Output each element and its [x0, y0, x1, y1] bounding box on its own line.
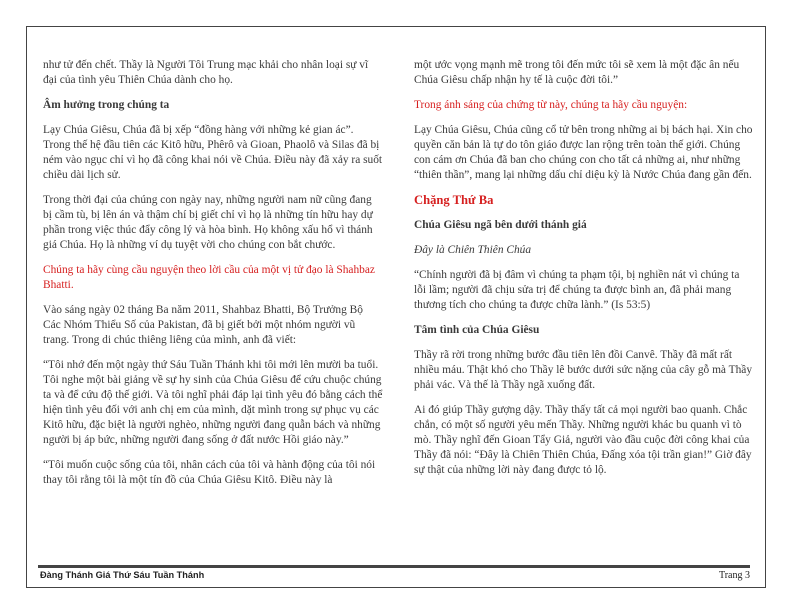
footer-rule [38, 565, 750, 568]
paragraph: Vào sáng ngày 02 tháng Ba năm 2011, Shahbaz Bhatti, Bộ Trưởng Bộ Các Nhóm Thiểu Số của Pakistan, đã bị giết bởi một nhóm người vũ trang. Trong di chúc thiêng liêng của mình, anh đã viết: [43, 304, 363, 346]
scripture-quote: “Chính người đã bị đâm vì chúng ta phạm tội, bị nghiền nát vì chúng ta lỗi lầm; người đã chịu sửa trị để chúng ta được bình an, đã phải mang thương tích cho chúng ta được chữa lành.” (Is 53:5) [414, 269, 740, 311]
paragraph: Lạy Chúa Giêsu, Chúa đã bị xếp “đồng hàng với những kẻ gian ác”. Trong thế hệ đầu tiên các Kitô hữu, Phêrô và Gioan, Phaolô và Silas đã bị ném vào ngục chỉ vì họ đã công khai nói về Chúa. Điều này đã xảy ra suốt chiều dài lịch sử. [43, 124, 383, 181]
page-number: Trang 3 [718, 570, 750, 581]
prayer-intro: Chúng ta hãy cùng cầu nguyện theo lời cầu của một vị tử đạo là Shahbaz Bhatti. [43, 264, 375, 291]
section-heading: Âm hưởng trong chúng ta [43, 99, 170, 111]
italic-subtitle: Đây là Chiên Thiên Chúa [414, 244, 532, 256]
quote-paragraph: “Tôi muốn cuộc sống của tôi, nhân cách của tôi và hành động của tôi nói thay tôi rằng tôi là một tín đồ của Chúa Giêsu Kitô. Điều này là [43, 459, 376, 486]
right-column [414, 58, 754, 488]
footer-title: Đàng Thánh Giá Thứ Sáu Tuần Thánh [40, 570, 205, 580]
paragraph: Lạy Chúa Giêsu, Chúa cũng cổ tử bên trong những ai bị bách hại. Xin cho quyền căn bản là tự do tôn giáo được lan rộng trên toàn thế giới. Chúng con cám ơn Chúa đã ban cho chúng con cho tất cả những ai, như những “thiên thần”, mang lại những dấu chỉ diệu kỳ là Nước Chúa đang gần đến. [414, 124, 753, 181]
section-heading: Tâm tình của Chúa Giêsu [414, 324, 540, 336]
station-title: Chặng Thứ Ba [414, 193, 494, 207]
section-heading: Chúa Giêsu ngã bên dưới thánh giá [414, 219, 587, 231]
prayer-intro: Trong ánh sáng của chứng từ này, chúng ta hãy cầu nguyện: [414, 99, 688, 111]
paragraph: Ai đó giúp Thầy gượng dậy. Thầy thấy tất cả mọi người bao quanh. Chắc chắn, có một số người yêu mến Thầy. Những người khác bu quanh vì tò mò. Thầy nghĩ đến Gioan Tẩy Giả, người vào đầu cuộc đời công khai của Thầy đã nói: “Đây là Chiên Thiên Chúa, Đấng xóa tội trần gian!” Giờ đây sự thật của những lời này đang được tỏ lộ. [414, 404, 752, 476]
paragraph: Thầy rã rời trong những bước đầu tiên lên đồi Canvê. Thầy đã mất rất nhiều máu. Thật khó cho Thầy lê bước dưới sức nặng của cây gỗ mà Thầy phải vác. Và thế là Thầy ngã xuống đất. [414, 349, 753, 391]
paragraph: như tử đến chết. Thầy là Người Tôi Trung mạc khải cho nhân loại sự vĩ đại của tình yêu Thiên Chúa dành cho họ. [43, 59, 369, 86]
left-column [43, 58, 383, 498]
quote-paragraph: “Tôi nhớ đến một ngày thứ Sáu Tuần Thánh khi tôi mới lên mười ba tuổi. Tôi nghe một bài giảng về sự hy sinh của Chúa Giêsu để cứu chuộc chúng ta và để cứu độ thế giới. Và tôi nghĩ phải đáp lại tình yêu đó bằng cách thể hiện tình yêu đối với anh chị em của mình, dặt mình trong sự phục vụ các Kitô hữu, đặc biệt là người nghèo, những người đang quẫn bách và những người bị áp bức, những người đang sống ở đất nước Hồi giáo này.” [43, 359, 383, 446]
paragraph: Trong thời đại của chúng con ngày nay, những người nam nữ cũng đang bị cầm tù, bị lên án và thậm chí bị giết chỉ vì họ là những tín hữu hay dự phần trong việc thúc đẩy công lý và hòa bình. Họ không xấu hổ vì thánh giá Chúa. Họ là những ví dụ tuyệt vời cho chúng con bắt chước. [43, 194, 373, 251]
quote-paragraph: một ước vọng mạnh mẽ trong tôi đến mức tôi sẽ xem là một đặc ân nếu Chúa Giêsu chấp nhận hy tế là cuộc đời tôi.” [414, 59, 740, 86]
